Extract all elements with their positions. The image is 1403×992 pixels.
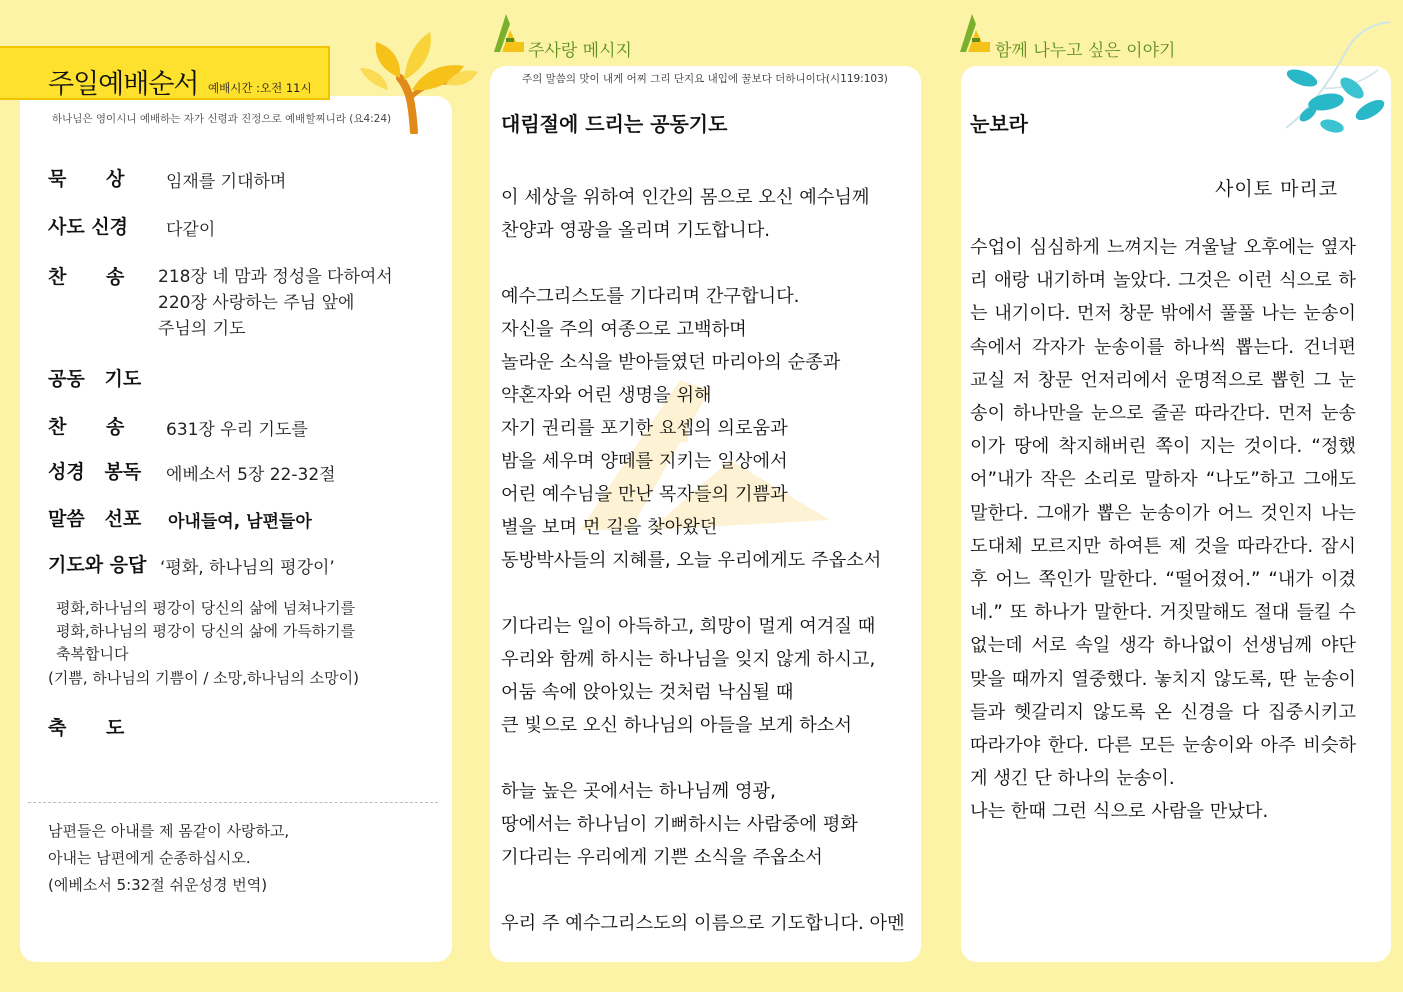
prayer-body: 이 세상을 위하여 인간의 몸으로 오신 예수님께 찬양과 영광을 올리며 기도합니다. 예수그리스도를 기다리며 간구합니다. 자신을 주의 여종으로 고백하며 놀라운 소식을 받아들였던 마리아의 순종과 약혼자와 어린 생명을 위해 자기 권리를 포기한 요셉의 의로움과 밤을 세우며 양떼를 지키는 일상에서 어린 예수님을 만난 목자들의 기쁨과 별을 보며 먼 길을 찾아왔던 동방박사들의 지혜를, 오늘 우리에게도 주옵소서 기다리는 일이 아득하고, 희망이 멀게 여겨질 때 우리와 함께 하시는 하나님을 잊지 않게 하시고, 어둠 속에 앉아있는 것처럼 낙심될 때 큰 빛으로 오신 하나님의 아들을 보게 하소서 하늘 높은 곳에서는 하나님께 영광, 땅에서는 하나님이 기뻐하시는 사람중에 평화 기다리는 우리에게 기쁜 소식을 주옵소서 우리 주 예수그리스도의 이름으로 기도합니다. 아멘 bbox=[501, 187, 905, 934]
order-item-value: ‘평화, 하나님의 평강이’ bbox=[160, 558, 335, 578]
section-logo-icon bbox=[958, 12, 992, 56]
story-heading: 눈보라 bbox=[970, 112, 1028, 136]
page-title: 주일예배순서 bbox=[48, 69, 199, 100]
section-logo-icon bbox=[492, 12, 526, 56]
service-time: 예배시간 :오전 11시 bbox=[208, 81, 312, 95]
response-note: (기쁨, 하나님의 기쁨이 / 소망,하나님의 소망이) bbox=[48, 669, 359, 687]
order-item-value: 임재를 기대하며 bbox=[166, 172, 287, 192]
order-item: 사도 신경 bbox=[48, 216, 129, 238]
story-last-line: 나는 한때 그런 식으로 사람을 만났다. bbox=[970, 801, 1269, 823]
order-item: 묵 상 bbox=[48, 168, 125, 190]
order-item-value: 631장 우리 기도를 bbox=[166, 420, 308, 440]
order-item: 공동 기도 bbox=[48, 368, 142, 390]
order-item: 찬 송 bbox=[48, 266, 125, 288]
header-verse: 하나님은 영이시니 예배하는 자가 신령과 진정으로 예배할찌니라 (요4:24) bbox=[52, 113, 392, 125]
order-item-value: 다같이 bbox=[166, 220, 216, 240]
order-item: 찬 송 bbox=[48, 416, 125, 438]
order-item: 축 도 bbox=[48, 717, 125, 739]
order-item: 성경 봉독 bbox=[48, 461, 142, 483]
divider bbox=[28, 802, 438, 803]
footer-verse: 남편들은 아내를 제 몸같이 사랑하고, 아내는 남편에게 순종하십시오. (에베소서 5:32절 쉬운성경 번역) bbox=[48, 822, 290, 894]
story-body bbox=[970, 231, 1356, 829]
section-title: 주사랑 메시지 bbox=[528, 41, 632, 61]
story-text: 수업이 심심하게 느껴지는 겨울날 오후에는 옆자리 애랑 내기하며 놀았다. 그것은 이런 식으로 하는 내기이다. 먼저 창문 밖에서 풀풀 나는 눈송이 속에서 각자가 눈송이를 하나씩 뽑는다. 건너편 교실 저 창문 언저리에서 운명적으로 뽑힌 그 눈송이 하나만을 눈으로 줄곧 따라간다. 먼저 눈송이가 땅에 착지해버린 쪽이 지는 것이다. “정했어”내가 작은 소리로 말하자 “나도”하고 그애도 말한다. 그애가 뽑은 눈송이가 어느 것인지 나는 도대체 모르지만 하여튼 제 것을 따라간다. 잠시 후 어느 쪽인가 말한다. “떨어졌어.” “내가 이겼네.” 또 하나가 말한다. 거짓말해도 절대 들킬 수 없는데 서로 속일 생각 하나없이 선생님께 야단맞을 때까지 열중했다. 놓치지 않도록, 딴 눈송이들과 헷갈리지 않도록 온 신경을 다 집중시키고 따라가야 한다. 다른 모든 눈송이와 아주 비슷하게 생긴 단 하나의 눈송이. bbox=[970, 237, 1356, 790]
sermon-title: 아내들여, 남편들아 bbox=[168, 512, 312, 532]
order-item-value: 218장 네 맘과 정성을 다하여서 220장 사랑하는 주님 앞에 주님의 기도 bbox=[158, 267, 393, 339]
message-verse: 주의 말씀의 맛이 내게 어찌 그리 단지요 내입에 꿀보다 더하니이다(시119:103) bbox=[522, 73, 888, 85]
story-author: 사이토 마리코 bbox=[1215, 178, 1339, 200]
order-item-value: 에베소서 5장 22-32절 bbox=[166, 465, 336, 485]
leaves-icon bbox=[1262, 18, 1400, 136]
order-item: 기도와 응답 bbox=[48, 554, 147, 576]
response-text: 평화,하나님의 평강이 당신의 삶에 넘쳐나기를 평화,하나님의 평강이 당신의 삶에 가득하기를 축복합니다 bbox=[56, 599, 356, 663]
prayer-heading: 대림절에 드리는 공동기도 bbox=[501, 112, 728, 136]
section-title: 함께 나누고 싶은 이야기 bbox=[995, 41, 1176, 61]
order-item: 말씀 선포 bbox=[48, 508, 142, 530]
